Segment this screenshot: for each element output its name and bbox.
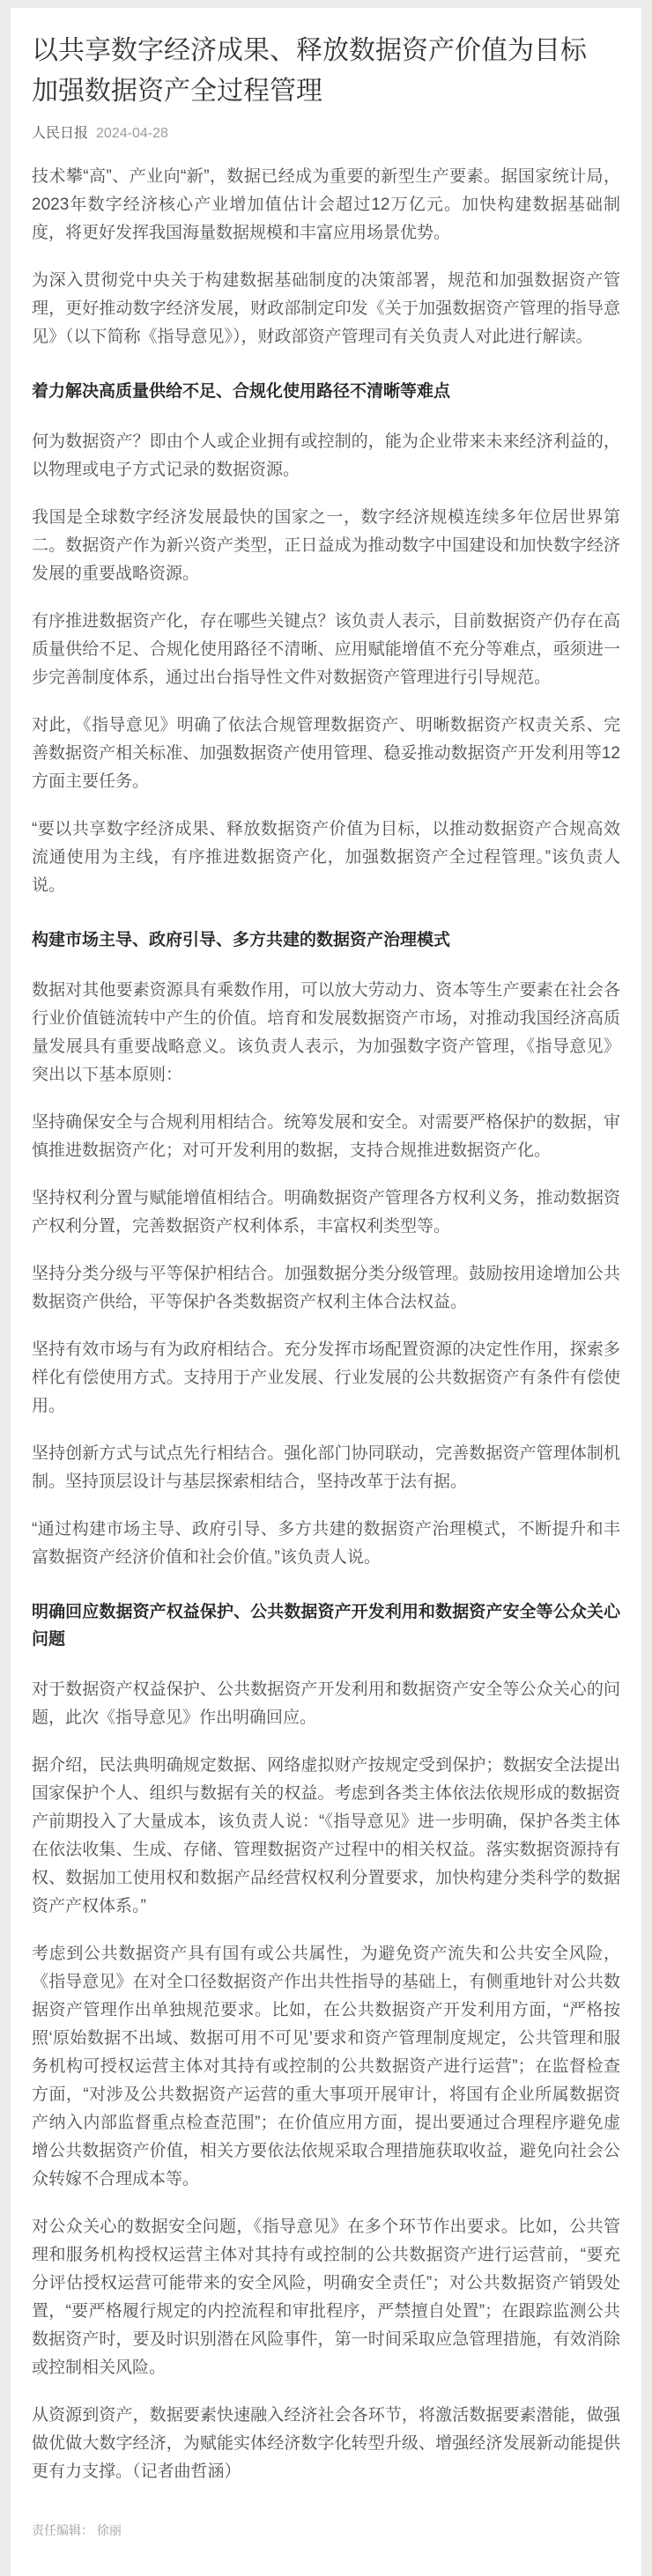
article-title: 以共享数字经济成果、释放数据资产价值为目标 加强数据资产全过程管理 xyxy=(32,36,587,106)
article-card xyxy=(10,7,642,2576)
paragraph: 为深入贯彻党中央关于构建数据基础制度的决策部署，规范和加强数据资产管理，更好推动数字经济发展，财政部制定印发《关于加强数据资产管理的指导意见》（以下简称《指导意见》），财政部资产管理司有关负责人对此进行解读。 xyxy=(32,271,620,346)
section-heading: 构建市场主导、政府引导、多方共建的数据资产治理模式 xyxy=(32,931,451,949)
paragraph: 我国是全球数字经济发展最快的国家之一，数字经济规模连续多年位居世界第二。数据资产作为新兴资产类型，正日益成为推动数字中国建设和加快数字经济发展的重要战略资源。 xyxy=(32,508,620,583)
paragraph: 对此，《指导意见》明确了依法合规管理数据资产、明晰数据资产权责关系、完善数据资产相关标准、加强数据资产使用管理、稳妥推动数据资产开发利用等12方面主要任务。 xyxy=(32,716,620,791)
paragraph: “通过构建市场主导、政府引导、多方共建的数据资产治理模式，不断提升和丰富数据资产经济价值和社会价值。”该负责人说。 xyxy=(32,1520,620,1567)
editor-label: 责任编辑： xyxy=(32,2523,93,2537)
section-heading: 明确回应数据资产权益保护、公共数据资产开发利用和数据资产安全等公众关心问题 xyxy=(32,1603,620,1649)
paragraph: 坚持确保安全与合规利用相结合。统筹发展和安全。对需要严格保护的数据，审慎推进数据资产化；对可开发利用的数据，支持合规推进数据资产化。 xyxy=(32,1113,620,1160)
article-page xyxy=(0,7,652,2576)
paragraph: “要以共享数字经济成果、释放数据资产价值为目标，以推动数据资产合规高效流通使用为主线，有序推进数据资产化，加强数据资产全过程管理。”该负责人说。 xyxy=(32,820,620,895)
paragraph: 坚持分类分级与平等保护相结合。加强数据分类分级管理。鼓励按用途增加公共数据资产供给，平等保护各类数据资产权利主体合法权益。 xyxy=(32,1265,620,1311)
paragraph: 数据对其他要素资源具有乘数作用，可以放大劳动力、资本等生产要素在社会各行业价值链流转中产生的价值。培育和发展数据资产市场，对推动我国经济高质量发展具有重要战略意义。该负责人表示，为加强数字资产管理，《指导意见》突出以下基本原则： xyxy=(32,981,620,1084)
paragraph: 技术攀“高”、产业向“新”，数据已经成为重要的新型生产要素。据国家统计局，2023年数字经济核心产业增加值估计会超过12万亿元。加快构建数据基础制度，将更好发挥我国海量数据规模和丰富应用场景优势。 xyxy=(32,167,620,242)
paragraph: 有序推进数据资产化，存在哪些关键点？该负责人表示，目前数据资产仍存在高质量供给不足、合规化使用路径不清晰、应用赋能增值不充分等难点，亟须进一步完善制度体系，通过出台指导性文件对数据资产管理进行引导规范。 xyxy=(32,612,620,687)
paragraph: 从资源到资产，数据要素快速融入经济社会各环节，将激活数据要素潜能，做强做优做大数字经济，为赋能实体经济数字化转型升级、增强经济发展新动能提供更有力支撑。（记者曲哲涵） xyxy=(32,2406,620,2481)
publish-date: 2024-04-28 xyxy=(96,126,168,141)
paragraph: 何为数据资产？即由个人或企业拥有或控制的，能为企业带来未来经济利益的，以物理或电子方式记录的数据资源。 xyxy=(32,432,620,479)
paragraph: 坚持有效市场与有为政府相结合。充分发挥市场配置资源的决定性作用，探索多样化有偿使用方式。支持用于产业发展、行业发展的公共数据资产有条件有偿使用。 xyxy=(32,1340,620,1415)
paragraph: 坚持创新方式与试点先行相结合。强化部门协同联动，完善数据资产管理体制机制。坚持顶层设计与基层探索相结合，坚持改革于法有据。 xyxy=(32,1444,620,1491)
paragraph: 对公众关心的数据安全问题，《指导意见》在多个环节作出要求。比如，公共管理和服务机构授权运营主体对其持有或控制的公共数据资产进行运营前，“要充分评估授权运营可能带来的安全风险，明确安全责任”；对公共数据资产销毁处置，“要严格履行规定的内控流程和审批程序，严禁擅自处置”；在跟踪监测公共数据资产时，要及时识别潜在风险事件，第一时间采取应急管理措施，有效消除或控制相关风险。 xyxy=(32,2218,620,2377)
editor-name: 徐丽 xyxy=(97,2523,122,2537)
paragraph: 据介绍，民法典明确规定数据、网络虚拟财产按规定受到保护；数据安全法提出国家保护个人、组织与数据有关的权益。考虑到各类主体依法依规形成的数据资产前期投入了大量成本，该负责人说：“《指导意见》进一步明确，保护各类主体在依法收集、生成、存储、管理数据资产过程中的相关权益。落实数据资源持有权、数据加工使用权和数据产品经营权权利分置要求，加快构建分类科学的数据资产产权体系。” xyxy=(32,1756,620,1915)
paragraph: 对于数据资产权益保护、公共数据资产开发利用和数据资产安全等公众关心的问题，此次《指导意见》作出明确回应。 xyxy=(32,1680,620,1727)
paragraph: 坚持权利分置与赋能增值相结合。明确数据资产管理各方权利义务，推动数据资产权利分置，完善数据资产权利体系，丰富权利类型等。 xyxy=(32,1189,620,1236)
section-heading: 着力解决高质量供给不足、合规化使用路径不清晰等难点 xyxy=(32,382,451,401)
editor-note xyxy=(32,2521,620,2539)
paragraph: 考虑到公共数据资产具有国有或公共属性，为避免资产流失和公共安全风险，《指导意见》在对全口径数据资产作出共性指导的基础上，有侧重地针对公共数据资产管理作出单独规范要求。比如，在公共数据资产开发利用方面，“严格按照‘原始数据不出域、数据可用不可见’要求和资产管理制度规定，公共管理和服务机构可授权运营主体对其持有或控制的公共数据资产进行运营”；在监督检查方面，“对涉及公共数据资产运营的重大事项开展审计，将国有企业所属数据资产纳入内部监督重点检查范围”；在价值应用方面，提出要通过合理程序避免虚增公共数据资产价值，相关方要依法依规采取合理措施获取收益，避免向社会公众转嫁不合理成本等。 xyxy=(32,1945,620,2188)
source-name: 人民日报 xyxy=(32,126,89,141)
byline xyxy=(32,124,620,144)
